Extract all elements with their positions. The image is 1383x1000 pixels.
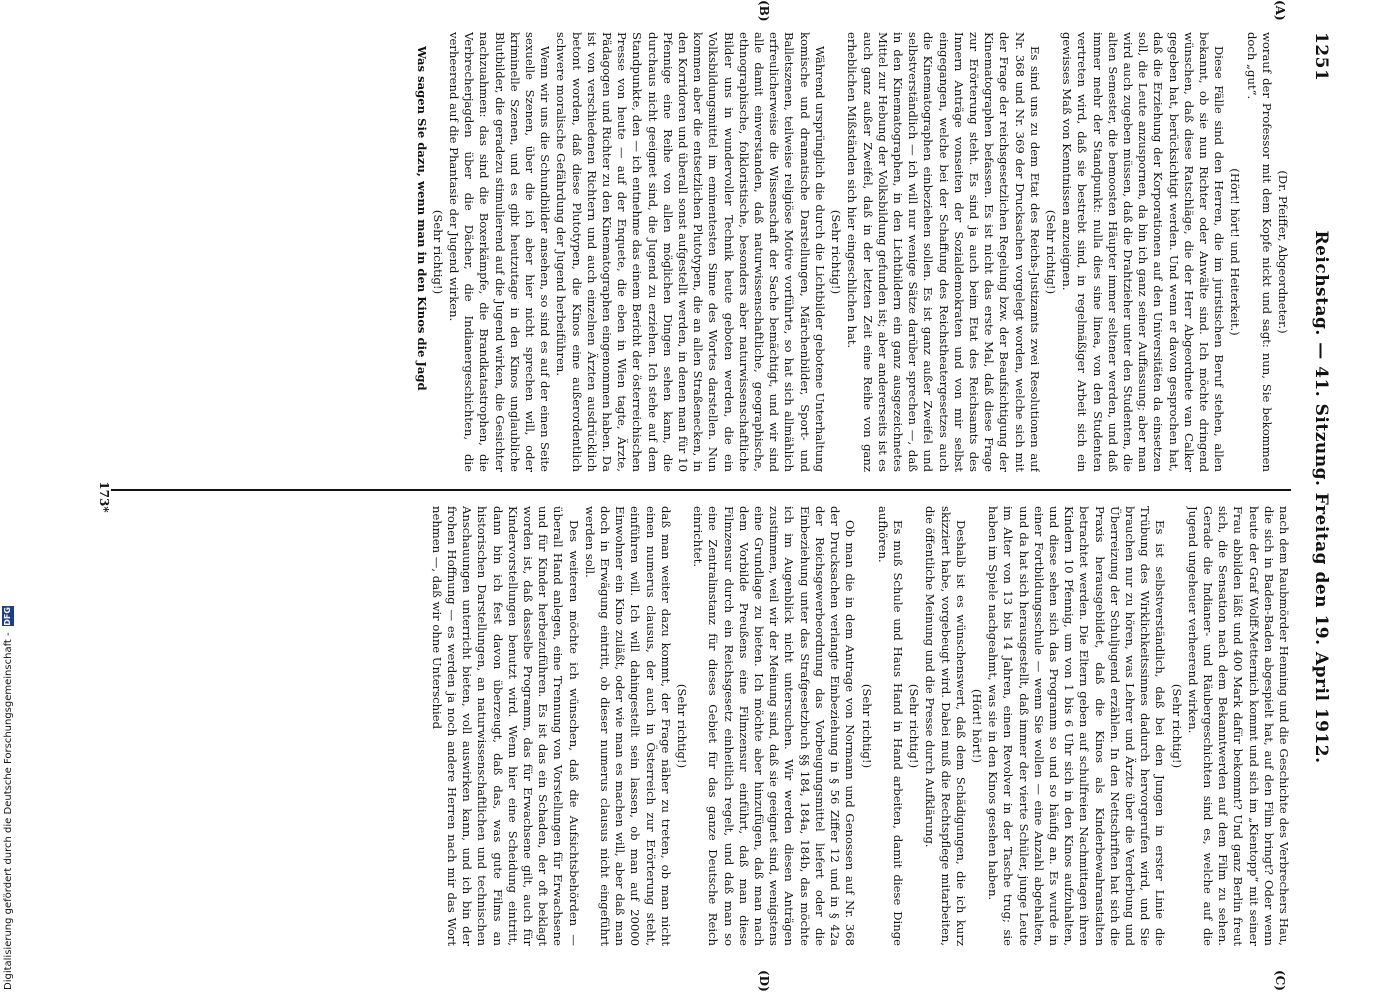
paragraph: Es ist selbstverständlich, daß bei den Jungen in erster Linie die Trübung des Wirklichkeitssinnes dadurch hervorgerufen wird, und Sie brauchen nur zu hören, was Lehrer und Ärzte über die Verderbung und Überreizung der Schuljugend erzählen. In den Nettschriften hat sich die Praxis herausgebildet, daß die Kinos als Kinderbewahranstalten betrachtet werden. Die Eltern geben auf schulfreien Nachmittagen ihren Kindern 10 Pfennig, um von 1 bis 6 Uhr sich in den Kinos aufzuhalten, und diese sehen sich das Programm so und so häufig an. Es wurde in einer Fortbildungsschule — wenn Sie wollen — eine Anzahl abgehalten, und da hat sich herausgestellt, daß immer der vierte Schüler, junge Leute im Alter von 13 bis 14 Jahren, einen Revolver in der Tasche trug; sie haben im Spiele nachgeahmt, was sie in den Kinos gesehen haben. [986,506,1168,946]
paragraph: Ob man die in dem Antrage von Normann und Genossen auf Nr. 368 der Drucksachen verlangte Einbeziehung in § 56 Ziffer 12 und in § 42a der Reichsgewerbeordnung das Vorbeugungsmittel liefert oder die Einbeziehung unter das Strafgesetzbuch §§ 184, 184a, 184b, das möchte ich im Augenblick nicht untersuchen. Wir werden diesen Anträgen zustimmen, weil wir der Meinung sind, daß sie geeignet sind, wenigstens eine Grundlage zu bieten. Ich möchte aber hinzufügen, daß man nach dem Vorbilde Preußens eine Filmzensur einführt, daß man diese Filmzensur durch ein Reichsgesetz einheitlich regelt, und daß man so eine Zentralinstanz für dieses Gebiet für das ganze Deutsche Reich einrichtet. [691,506,858,946]
paragraph: Es sind uns zu dem Etat des Reichs-Justizamts zwei Resolutionen auf Nr. 368 und Nr. 369 der Drucksachen vorgelegt worden, welche sich mit der Frage der reichsgesetzlichen Regelung bzw. der Beaufsichtigung der Kinematographen befassen. Es ist nicht das erste Mal, daß diese Frage zur Erörterung steht. Es sind ja auch beim Etat des Reichsamts des Innern Anträge vonseiten der Sozialdemokraten und von mir selbst eingegangen, welche bei der Schaffung des Reichstheatergesetzes auch die Kinematographen einbeziehen sollen. Es ist ganz außer Zweifel und selbstverständlich — ich will nur wenige Sätze darüber sprechen —, daß in den Kinematographen, in den Lichtbildern ein ganz ausgezeichnetes Mittel zur Hebung der Volksbildung gefunden ist; aber andererseits ist es auch ganz außer Zweifel, daß in der letzten Zeit eine Reihe von ganz erheblichen Mißständen sich hier eingeschlichen hat. [845,32,1042,472]
paragraph: Es muß Schule und Haus Hand in Hand arbeiten, damit diese Dinge aufhören. [875,506,905,946]
paragraph: Wenn wir uns die Schundbilder ansehen, so sind es auf der einen Seite sexuelle Szenen, über die ich aber hier nicht sprechen will, oder kriminelle Szenen, und es gibt heutzutage in den Kinos unglaubliche Blutbilder, die geradezu stimulierend auf die Jugend wirken, die Gesichter nachzuahmen: das sind die Boxerkämpfe, die Brandkatastrophen, die Verbrecherjagden über die Dächer, die Indianergeschichten, die verheerend auf die Phantasie der Jugend wirken. [447,32,553,472]
sheet-signature: 173* [97,481,111,513]
paragraph: Diese Fälle sind den Herren, die im juristischen Beruf stehen, allen bekannt, ob sie nun Richter oder Anwälte sind. Ich möchte dringend wünschen, daß diese Ratschläge, die der Herr Abgeordnete van Calker gegeben hat, berücksichtigt werden. Und wenn er davon gesprochen hat, daß die Erziehung der Korporationen auf den Universitäten da einsetzen soll, die Leute anzuspornen, da bin ich ganz seiner Auffassung; aber man wird auch zugeben müssen, daß die Drahtzieher unter den Studenten, die alten Semester, die bemoosten Häupter immer seltener werden, und daß immer mehr der Standpunkt: nulla dies sine linea, von den Studenten vertreten wird, daß sie bestrebt sind, in regelmäßiger Arbeit sich ein gewisses Maß von Kenntnissen anzueignen. [1060,32,1227,472]
page-title: Reichstag. — 41. Sitzung. Freitag den 19. April 1912. [1311,230,1331,764]
column-divider [111,489,1291,491]
credit-text: Digitalisierung gefördert durch die Deutsche Forschungsgemeinschaft - [2,632,14,990]
margin-marker-c: (C) [1273,970,1287,991]
reaction: (Sehr richtig!) [907,683,922,769]
margin-marker-b: (B) [757,0,771,22]
paragraph: nach dem Raubmörder Henning und die Geschichte des Verbrechers Hau, die sich in Baden-Baden abgespielt hat, auf den Film bringt? Oder wenn heute der Graf Wolff-Metternich kommt und sich im „Kientopp“ mit seiner Frau abbilden läßt und 400 Mark dafür bekommt? Und ganz Berlin freut sich, die Sensation nach dem Bekanntwerden auf dem Film zu sehen. Gerade die Indianer- und Räubergeschichten sind es, welche auf die Jugend ungeheuer verheerend wirken. [1185,506,1291,946]
right-text-column [111,506,1291,946]
page-number: 1251 [1311,32,1331,82]
reaction: (Sehr richtig!) [430,209,445,295]
page-header [1303,32,1331,962]
digitization-credit [2,606,14,990]
reaction: (Sehr richtig!) [859,683,874,769]
reaction: (Sehr richtig!) [675,683,690,769]
paragraph: worauf der Professor mit dem Kopfe nickt und sagt: nun, Sie bekommen doch „gut“. [1244,32,1274,472]
reaction: (Sehr richtig!) [1043,209,1058,295]
reaction: (Sehr richtig!) [829,209,844,295]
paragraph: Deshalb ist es wünschenswert, daß dem Schädigungen, die ich kurz skizziert habe, vorgebeugt wird. Dabei muß die Rechtspflege mitarbeiten, die öffentliche Meinung und die Presse durch Aufklärung. [923,506,968,946]
reaction: (Hört! hört! und Heiterkeit.) [1228,168,1243,336]
margin-marker-a: (A) [1273,0,1287,21]
margin-marker-d: (D) [757,970,771,992]
rotated-scanned-page [76,0,1331,992]
paragraph: daß man weiter dazu kommt, der Frage näher zu treten, ob man nicht einen numerus clausus, der auch in Österreich zur Erörterung steht, einführen will. Ich will dahingestellt sein lassen, ob man auf 20000 Einwohner ein Kino zuläßt, oder wie man es machen will, aber daß man doch in Erwägung eintritt, ob dieser numerus clausus nicht eingeführt werden soll. [582,506,673,946]
left-text-column [111,32,1291,472]
paragraph: Des weiteren möchte ich wünschen, daß die Aufsichtsbehörden — überall Hand anlegen, eine Trennung von Vorstellungen für Erwachsene und für Kinder herbeizuführen. Es ist das ein Schaden, der oft beklagt worden ist, daß dasselbe Programm, das für Erwachsene gilt, auch für Kindervorstellungen benutzt wird. Wenn hier eine Scheidung eintritt, dann bin ich fest davon überzeugt, daß das, was gute Films an historischen Darstellungen, an naturwissenschaftlichen und technischen Anschauungen unterricht bieten, voll auswirken kann, und ich bin der frohen Hoffnung — es werden ja noch andere Herren nach mir das Wort nehmen —, daß wir ohne Unterschied [429,506,581,946]
reaction: (Hört! hört!) [969,689,984,763]
paragraph: Was sagen Sie dazu, wenn man in den Kinos die Jagd [414,46,429,391]
reaction: (Sehr richtig!) [1169,683,1184,769]
dfg-logo-icon: DFG [3,607,12,626]
speaker-line: (Dr. Pfeiffer, Abgeordneter.) [1276,170,1290,334]
paragraph: Während ursprünglich die durch die Lichtbilder gebotene Unterhaltung komische und dramatische Darstellungen, Märchenbilder, Sport- und Balletszenen, teilweise religiöse Motive vorführte, so hat sich allmählich erfreulicherweise die Wissenschaft der Sache bemächtigt, und wir sind alle damit einverstanden, daß naturwissenschaftliche, geographische, ethnographische, folkloristische, besonders aber naturwissenschaftliche Bilder uns in wundervoller Technik heute geboten werden, die ein Volksbildungsmittel im eminentesten Sinne des Wortes darstellen. Nun kommen aber die entsetzlichen Plutotypen, die an allen Straßenecken, in den Korridoren und überall sonst aufgestellt werden, in denen man für 10 Pfennige eine Reihe von allen möglichen Dingen sehen kann, die durchaus nicht geeignet sind, die Jugend zu erziehen. Ich stehe auf dem Standpunkte, den — ich entnehme das einem Bericht der österreichischen Presse von heute — auf der Enquete, die eben in Wien tagte, Ärzte, Pädagogen und Richter zu den Kinematographen eingenommen haben. Da ist von verschiedenen Richtern und auch einzelnen Ärzten ausdrücklich betont worden, daß diese Plutotypen, die Kinos eine außerordentlich schwere moralische Gefährdung der Jugend herbeiführen. [554,32,827,472]
